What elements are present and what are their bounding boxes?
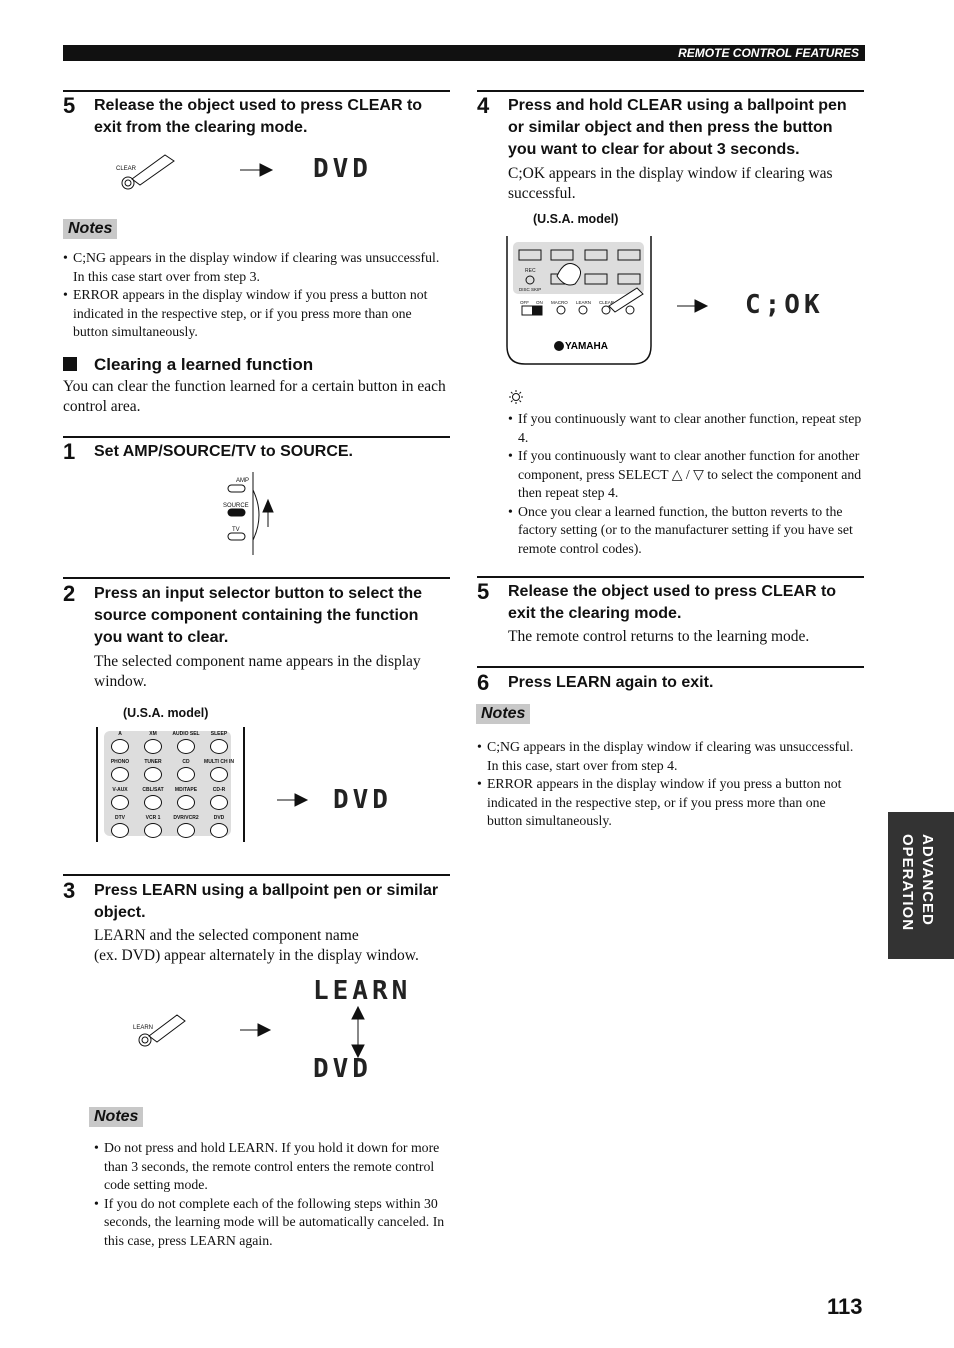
display-window-dvd: DVD [313,154,372,184]
arrow-right-icon [675,296,715,316]
step-number: 4 [477,93,490,118]
keypad-key[interactable] [137,815,169,838]
side-tab-line1: ADVANCED [919,834,936,926]
remote-illustration [505,236,655,372]
step-title: Press and hold CLEAR using a ballpoint pen or similar object and then press the button you want to clear for about 3 seconds. [508,97,847,158]
keypad-key-label: XM [149,731,157,737]
step-number: 5 [477,579,490,604]
switch-label-source: SOURCE [223,503,249,509]
step-number: 3 [63,878,76,903]
notes-badge: Notes [476,704,530,724]
notes-list [94,1139,450,1250]
step-divider [63,436,450,438]
clear-button-label: CLEAR [116,166,137,172]
note-item: • C;NG appears in the display window if clearing was unsuccessful. In this case start over from step 3. [63,249,450,286]
keypad-key-button[interactable] [210,739,228,754]
keypad-key[interactable] [104,815,136,838]
keypad-key[interactable] [104,759,136,782]
keypad-key-button[interactable] [111,823,129,838]
note-item: • ERROR appears in the display window if you press a button not indicated in the respective step, or if you press more than one button simultaneously. [63,286,450,342]
keypad-key[interactable] [137,787,169,810]
keypad-key[interactable] [203,787,235,810]
keypad-key-button[interactable] [210,795,228,810]
rec-label: REC [525,268,536,274]
step-number: 1 [63,439,76,464]
keypad-key[interactable] [203,815,235,838]
step-number: 6 [477,670,490,695]
keypad-key-label: CD-R [212,787,226,793]
model-label: (U.S.A. model) [123,706,209,720]
step-number: 5 [63,93,76,118]
keypad-key-label: DVR/VCR2 [173,815,199,821]
step-divider [477,90,864,92]
step-title: Press LEARN using a ballpoint pen or similar object. [94,882,439,921]
tip-item: • Once you clear a learned function, the button reverts to the factory setting (or to the manufacturer setting if you have set remote control codes). [508,503,864,559]
keypad-key[interactable] [170,731,202,754]
keypad-key[interactable] [170,815,202,838]
notes-list [63,249,450,342]
side-tab-line2: OPERATION [899,834,916,932]
pen-icon [132,155,174,185]
step-number: 2 [63,581,76,606]
note-item: • C;NG appears in the display window if clearing was unsuccessful. In this case, start over from step 4. [477,738,864,775]
page-number: 113 [827,1294,863,1319]
notes-list [477,738,864,831]
keypad-key-label: VCR 1 [145,815,161,821]
note-item: • ERROR appears in the display window if you press a button not indicated in the respective step, or if you press more than one button simultaneously. [477,775,864,831]
keypad-key-button[interactable] [177,739,195,754]
keypad-key-button[interactable] [111,739,129,754]
step-text: The selected component name appears in the display window. [94,653,421,690]
note-item: • If you do not complete each of the following steps within 30 seconds, the learning mode will be automatically canceled. In this case, press LEARN again. [94,1195,450,1251]
keypad-key[interactable] [137,731,169,754]
learn-button-label: LEARN [133,1025,154,1031]
pen-icon [149,1015,185,1042]
disc-skip-label: DISC SKIP [519,287,542,292]
keypad-key-label: V-AUX [112,787,128,793]
keypad-key[interactable] [203,759,235,782]
remote-keypad [96,727,245,842]
keypad-key-label: TUNER [144,759,162,765]
mode-switch-illustration [215,470,285,560]
keypad-key-button[interactable] [144,823,162,838]
keypad-key-button[interactable] [111,795,129,810]
keypad-key[interactable] [170,787,202,810]
display-window-dvd: DVD [333,785,392,815]
notes-badge: Notes [89,1107,143,1127]
step-divider [63,874,450,876]
tip-lightbulb-icon [508,389,524,405]
step-text: C;OK appears in the display window if clearing was successful. [508,165,833,202]
keypad-key-button[interactable] [144,795,162,810]
arrow-right-icon [240,164,272,176]
keypad-key-label: SLEEP [210,731,228,737]
display-window-dvd: DVD [313,1054,372,1084]
keypad-key-button[interactable] [144,767,162,782]
keypad-key-button[interactable] [177,823,195,838]
keypad-key-label: PHONO [110,759,130,765]
step-title: Set AMP/SOURCE/TV to SOURCE. [94,443,353,460]
note-item: • Do not press and hold LEARN. If you hold it down for more than 3 seconds, the remote control enters the remote control code setting mode. [94,1139,450,1195]
keypad-key-button[interactable] [177,795,195,810]
keypad-key-label: AUDIO SEL [172,731,200,737]
keypad-key-label: CBL/SAT [142,787,164,793]
section-title: Clearing a learned function [94,355,314,374]
step-divider [63,577,450,579]
brand-label: YAMAHA [565,341,608,352]
tip-item: • If you continuously want to clear another function, repeat step 4. [508,410,864,447]
tips-list [508,410,864,558]
step-divider [477,666,864,668]
arrow-right-icon [275,790,315,810]
display-window-learn: LEARN [313,976,412,1006]
keypad-key[interactable] [137,759,169,782]
switch-label-amp: AMP [236,478,250,484]
notes-badge: Notes [63,219,117,239]
learn-button-illustration [130,1005,370,1060]
keypad-key[interactable] [104,731,136,754]
arrow-up-icon [263,500,273,527]
chapter-side-tab [888,812,954,959]
step-divider [63,90,450,92]
keypad-key-button[interactable] [177,767,195,782]
keypad-key[interactable] [104,787,136,810]
step-title: Press an input selector button to select the source component containing the function you want to clear. [94,585,423,646]
model-label: (U.S.A. model) [533,212,619,226]
step-text-line1: LEARN and the selected component name [94,927,359,944]
keypad-key[interactable] [170,759,202,782]
keypad-key-button[interactable] [111,767,129,782]
off-label: OFF [520,300,529,305]
tip-item: • If you continuously want to clear another function for another component, press SELECT △ / ▽ to select the component and then repeat step 4. [508,447,864,503]
arrow-updown-icon [352,1007,364,1057]
clear-label: CLEAR [599,300,615,305]
macro-label: MACRO [551,300,568,305]
keypad-key-button[interactable] [210,823,228,838]
display-window-cok: C;OK [745,290,824,320]
yamaha-logo-icon [554,341,564,351]
step-text: The remote control returns to the learning mode. [508,628,810,645]
on-label: ON [536,300,543,305]
keypad-key-label: DVD [213,815,225,821]
keypad-key-button[interactable] [210,767,228,782]
keypad-key-label: A [118,731,122,737]
switch-label-tv: TV [232,527,240,533]
keypad-key-label: DTV [115,815,125,821]
keypad-key-label: MD/TAPE [174,787,198,793]
keypad-key-label: CD [182,759,190,765]
step-title: Release the object used to press CLEAR to exit the clearing mode. [508,583,837,622]
section-intro: You can clear the function learned for a certain button in each control area. [63,378,446,415]
step-divider [477,576,864,578]
keypad-key-label: MULTI CH IN [204,759,234,765]
learn-label: LEARN [576,300,592,305]
section-bullet-icon [63,357,77,371]
keypad-key-button[interactable] [144,739,162,754]
step-title: Press LEARN again to exit. [508,674,714,691]
arrow-right-icon [240,1024,270,1036]
step-title: Release the object used to press CLEAR to exit from the clearing mode. [94,97,423,136]
section-header-title: REMOTE CONTROL FEATURES [678,46,859,60]
section-header-bar [63,45,865,61]
keypad-key[interactable] [203,731,235,754]
step-text-line2: (ex. DVD) appear alternately in the display window. [94,947,419,964]
